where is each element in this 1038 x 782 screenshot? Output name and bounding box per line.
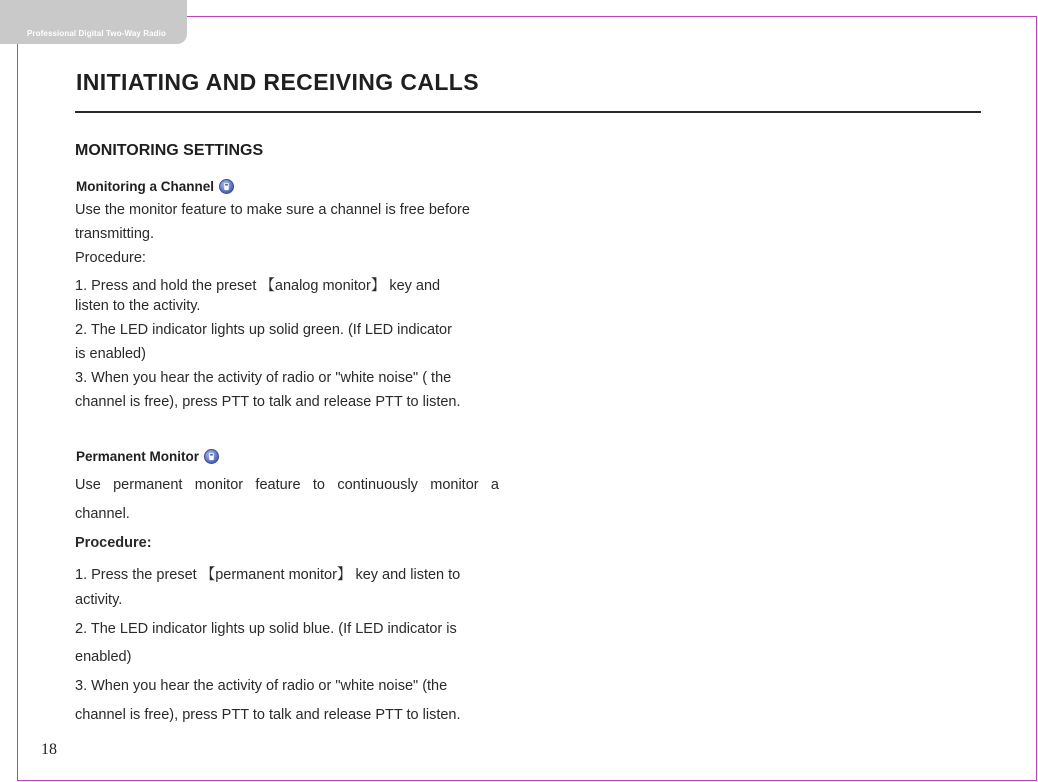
- permanent-monitor-intro-end: channel.: [75, 506, 130, 522]
- permanent-monitor-heading-text: Permanent Monitor: [76, 449, 200, 464]
- section-title: MONITORING SETTINGS: [75, 142, 264, 159]
- monitoring-channel-heading: [76, 179, 234, 194]
- header-tab-label: Professional Digital Two-Way Radio: [27, 29, 166, 38]
- permanent-monitor-line: channel is free), press PTT to talk and release PTT to listen.: [75, 707, 461, 723]
- permanent-monitor-line: 2. The LED indicator lights up solid blue. (If LED indicator is: [75, 621, 457, 637]
- permanent-monitor-line: activity.: [75, 592, 123, 608]
- monitoring-channel-line: channel is free), press PTT to talk and release PTT to listen.: [75, 394, 461, 410]
- permanent-monitor-line: enabled): [75, 649, 132, 665]
- permanent-monitor-intro: Use permanent monitor feature to continuously monitor a: [75, 477, 499, 493]
- permanent-monitor-line: 1. Press the preset 【permanent monitor】 key and listen to: [75, 567, 461, 583]
- monitoring-channel-line: 1. Press and hold the preset 【analog monitor】 key and: [75, 278, 441, 294]
- monitoring-channel-line: is enabled): [75, 346, 146, 362]
- monitor-icon: [204, 449, 219, 464]
- monitoring-channel-line: listen to the activity.: [75, 298, 201, 314]
- monitoring-channel-heading-text: Monitoring a Channel: [76, 179, 214, 194]
- page-title: INITIATING AND RECEIVING CALLS: [76, 69, 479, 95]
- monitoring-channel-line: transmitting.: [75, 226, 154, 242]
- permanent-monitor-procedure-label: Procedure:: [75, 535, 152, 551]
- monitoring-channel-line: 2. The LED indicator lights up solid green. (If LED indicator: [75, 322, 452, 338]
- permanent-monitor-heading: [76, 449, 219, 464]
- permanent-monitor-line: 3. When you hear the activity of radio or "white noise" (the: [75, 678, 448, 694]
- header-tab: [0, 0, 187, 44]
- title-divider: [75, 111, 981, 113]
- monitor-icon: [219, 179, 234, 194]
- monitoring-channel-line: Use the monitor feature to make sure a channel is free before: [75, 202, 470, 218]
- page-number: 18: [41, 741, 57, 758]
- monitoring-channel-line: Procedure:: [75, 250, 146, 266]
- monitoring-channel-line: 3. When you hear the activity of radio or "white noise" ( the: [75, 370, 452, 386]
